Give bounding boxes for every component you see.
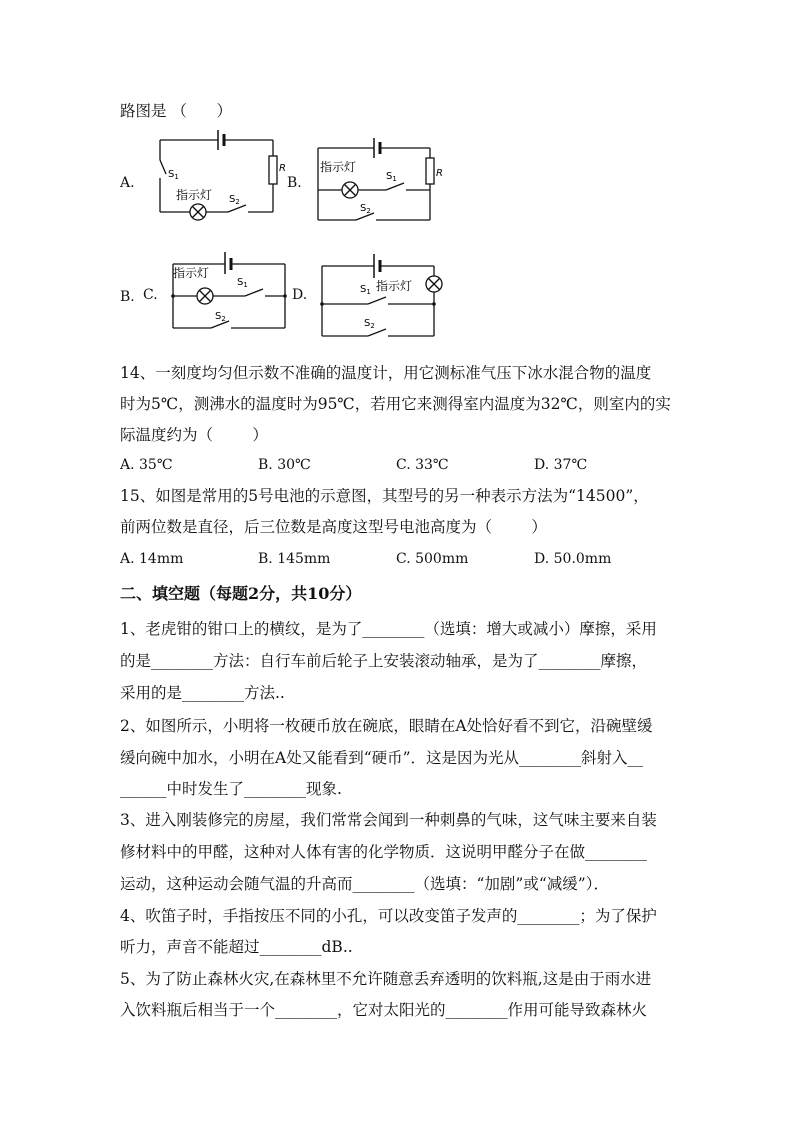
lamp-label: 指示灯 — [176, 188, 213, 202]
q14-option-a: A. 35℃ — [120, 457, 173, 473]
switch-s2-label: $S_2$ — [364, 318, 375, 330]
option-b-label-2: B. — [120, 289, 135, 305]
q15-option-b: B. 145mm — [258, 551, 331, 567]
circuit-diagram-a — [150, 128, 285, 220]
option-c-label: C. — [143, 287, 158, 303]
switch-s1-label: $S_1$ — [386, 171, 397, 183]
q15-line-2: 前两位数是直径，后三位数是高度这型号电池高度为（ ） — [120, 518, 547, 536]
fill-q4-line-1: 4、吹笛子时，手指按压不同的小孔，可以改变笛子发声的________；为了保护 — [120, 907, 657, 925]
fill-q2-line-3: ______中时发生了________现象. — [120, 780, 342, 798]
q14-option-d: D. 37℃ — [534, 457, 588, 473]
fill-q3-line-3: 运动，这种运动会随气温的升高而________（选填：“加剧”或“减缓”）． — [120, 875, 609, 893]
switch-s1-label: $S_1$ — [168, 169, 179, 181]
q14-line-3: 际温度约为（ ） — [120, 426, 268, 444]
option-a-label: A. — [120, 175, 135, 191]
fill-q3-line-1: 3、进入刚装修完的房屋，我们常常会闻到一种刺鼻的气味，这气味主要来自装 — [120, 811, 657, 829]
q14-option-c: C. 33℃ — [396, 457, 449, 473]
circuit-diagram-c — [165, 244, 295, 332]
q13-stem-tail: 路图是 （ ） — [120, 102, 232, 120]
resistor-r-label: R — [436, 168, 443, 179]
q15-line-1: 15、如图是常用的5号电池的示意图，其型号的另一种表示方法为“14500”， — [120, 487, 649, 505]
fill-q5-line-2: 入饮料瓶后相当于一个________，它对太阳光的________作用可能导致森林火 — [120, 1001, 648, 1019]
switch-s2-label: $S_2$ — [215, 311, 226, 323]
fill-q1-line-1: 1、老虎钳的钳口上的横纹，是为了________（选填：增大或减小）摩擦，采用 — [120, 620, 657, 638]
circuit-diagram-b — [310, 134, 450, 226]
q15-option-d: D. 50.0mm — [534, 551, 612, 567]
option-d-label: D. — [292, 287, 308, 303]
fill-q4-line-2: 听力，声音不能超过________dB.. — [120, 938, 353, 956]
fill-q5-line-1: 5、为了防止森林火灾,在森林里不允许随意丢弃透明的饮料瓶,这是由于雨水进 — [120, 970, 652, 988]
switch-s2-label: $S_2$ — [360, 203, 371, 215]
q15-option-c: C. 500mm — [396, 551, 469, 567]
switch-s1-label: $S_1$ — [237, 277, 248, 289]
q14-option-b: B. 30℃ — [258, 457, 311, 473]
q14-line-2: 时为5℃，测沸水的温度时为95℃，若用它来测得室内温度为32℃，则室内的实 — [120, 395, 671, 413]
lamp-label: 指示灯 — [320, 160, 357, 174]
fill-q3-line-2: 修材料中的甲醛，这种对人体有害的化学物质．这说明甲醛分子在做________ — [120, 843, 648, 861]
circuit-diagram-d — [312, 252, 452, 340]
fill-q2-line-2: 缓向碗中加水，小明在A处又能看到“硬币”．这是因为光从________斜射入__ — [120, 749, 644, 767]
fill-q2-line-1: 2、如图所示，小明将一枚硬币放在碗底，眼睛在A处恰好看不到它，沿碗壁缓 — [120, 717, 653, 735]
section-heading: 二、填空题（每题2分，共10分） — [120, 584, 362, 603]
q15-option-a: A. 14mm — [120, 551, 184, 567]
switch-s2-label: $S_2$ — [229, 194, 240, 206]
lamp-label: 指示灯 — [173, 266, 210, 280]
option-b-label: B. — [287, 175, 302, 191]
switch-s1-label: $S_1$ — [360, 284, 371, 296]
lamp-label: 指示灯 — [376, 279, 413, 293]
fill-q1-line-3: 采用的是________方法.. — [120, 684, 285, 702]
resistor-r-label: R — [279, 163, 286, 174]
q14-line-1: 14、一刻度均匀但示数不准确的温度计，用它测标准气压下冰水混合物的温度 — [120, 364, 652, 382]
fill-q1-line-2: 的是________方法：自行车前后轮子上安装滚动轴承，是为了________摩擦， — [120, 652, 648, 670]
